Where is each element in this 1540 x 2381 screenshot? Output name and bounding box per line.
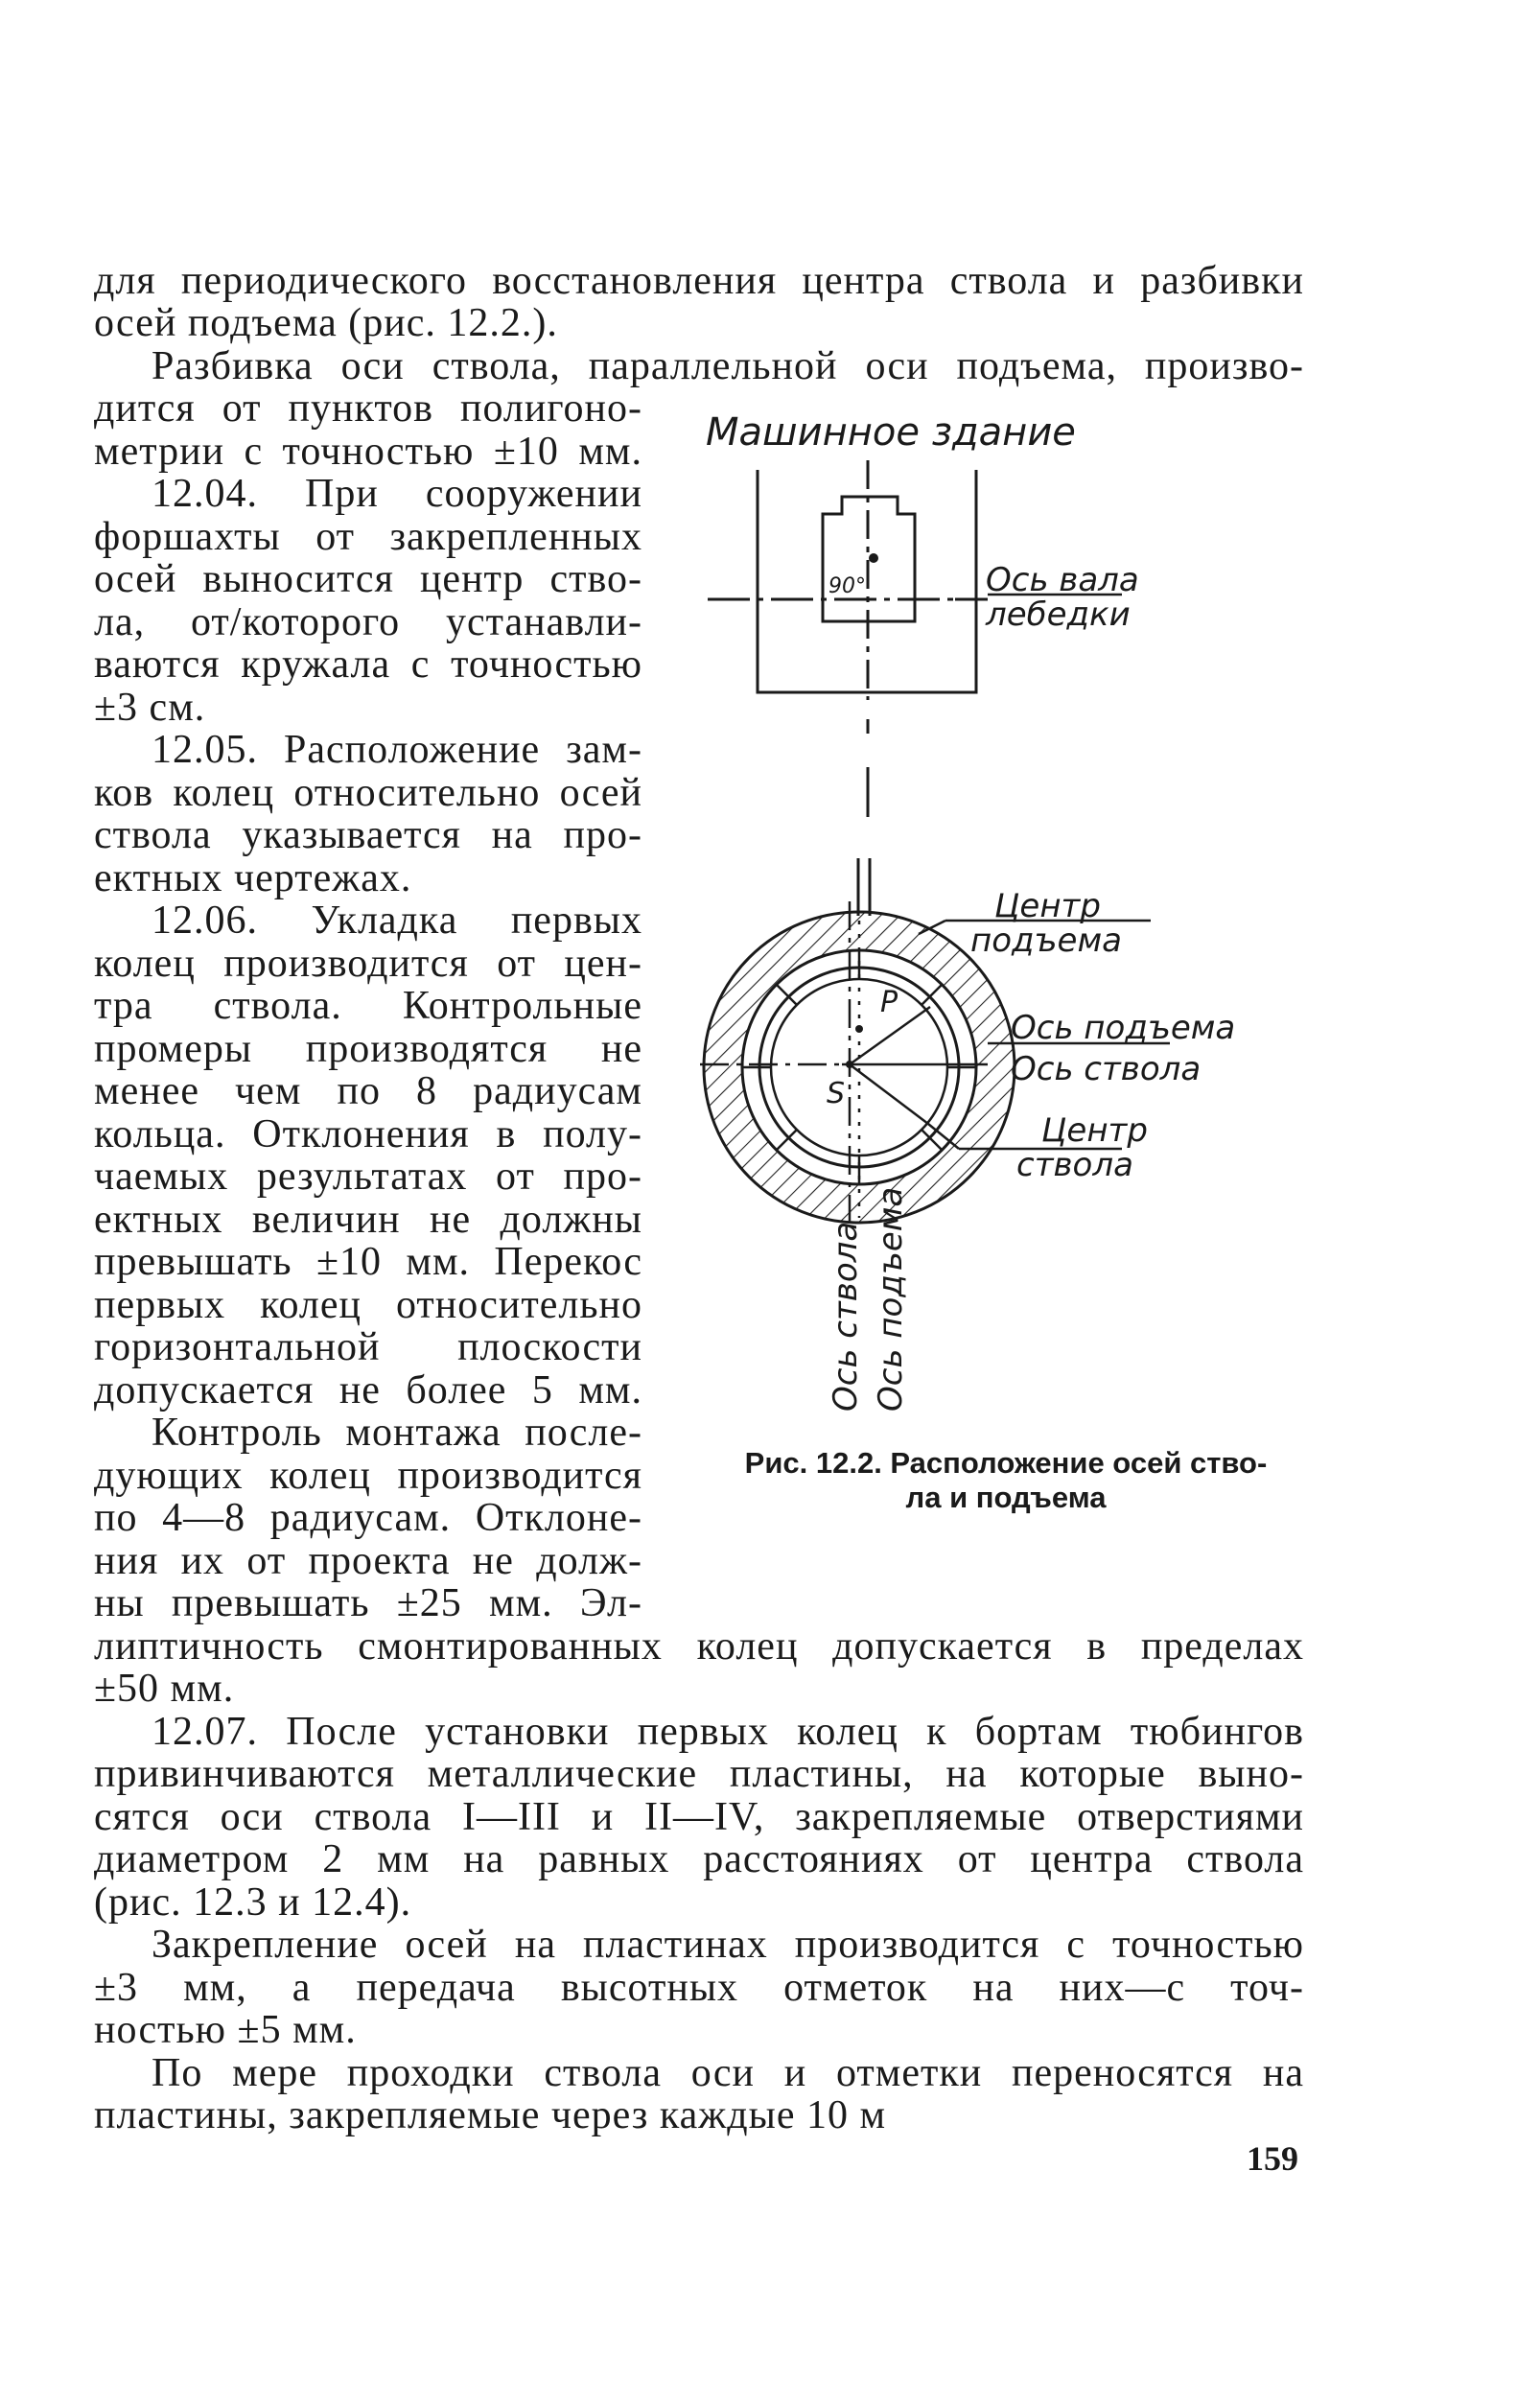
text-line: Контроль монтажа после-: [152, 1411, 642, 1455]
text-line: осей выносится центр ство-: [94, 557, 642, 601]
vertical-shaft-axis-label: Ось ствола: [827, 1221, 865, 1412]
text-line: пластины, закрепляемые через каждые 10 м: [94, 2093, 887, 2137]
page-number: 159: [1247, 2139, 1298, 2178]
text-line: метрии с точностью ±10 мм.: [94, 430, 642, 474]
text-line: ностью ±5 мм.: [94, 2008, 357, 2052]
text-line: липтичность смонтированных колец допускается в пределах: [94, 1624, 1304, 1669]
label-s: S: [827, 1077, 846, 1110]
text-line: горизонтальной плоскости: [94, 1325, 642, 1369]
vertical-hoist-axis-label: Ось подъема: [872, 1186, 910, 1412]
text-line: ла, от/которого устанавли-: [94, 600, 642, 644]
label-winch-axis-2: лебедки: [986, 595, 1131, 634]
text-line: 12.05. Расположение зам-: [152, 728, 642, 772]
text-line: По мере проходки ствола оси и отметки переносятся на: [152, 2051, 1304, 2095]
text-line: ±3 см.: [94, 686, 206, 730]
label-hoist-center-2: подъема: [970, 922, 1122, 960]
text-line: Разбивка оси ствола, параллельной оси подъема, произво-: [152, 344, 1304, 388]
text-line: чаемых результатах от про-: [94, 1155, 642, 1199]
label-hoist-center-1: Центр: [994, 887, 1101, 925]
figure-title: Машинное здание: [706, 410, 1076, 455]
text-line: промеры производятся не: [94, 1027, 642, 1071]
text-line: менее чем по 8 радиусам: [94, 1069, 642, 1113]
text-line: сятся оси ствола I—III и II—IV, закрепляемые отверстиями: [94, 1795, 1304, 1839]
label-p: P: [880, 986, 898, 1019]
label-shaft-axis: Ось ствола: [1011, 1050, 1202, 1088]
text-line: кольца. Отклонения в полу-: [94, 1112, 642, 1156]
text-line: 12.04. При сооружении: [152, 472, 642, 516]
text-line: 12.07. После установки первых колец к бортам тюбингов: [152, 1710, 1304, 1754]
text-line: осей подъема (рис. 12.2.).: [94, 301, 558, 345]
text-line: (рис. 12.3 и 12.4).: [94, 1880, 412, 1925]
label-shaft-center-2: ствола: [1016, 1146, 1133, 1184]
text-line: ния их от проекта не долж-: [94, 1539, 642, 1583]
text-line: допускается не более 5 мм.: [94, 1368, 642, 1412]
winch-center: [869, 553, 878, 563]
connecting-axis: [858, 719, 870, 916]
text-line: тра ствола. Контрольные: [94, 984, 642, 1028]
text-line: первых колец относительно: [94, 1283, 642, 1327]
angle-label: 90°: [828, 574, 866, 598]
text-line: ±3 мм, а передача высотных отметок на них—с точ-: [94, 1966, 1304, 2010]
text-line: дующих колец производится: [94, 1454, 642, 1498]
label-winch-axis-1: Ось вала: [986, 561, 1139, 599]
caption-line: ла и подъема: [905, 1480, 1107, 1514]
label-shaft-center-1: Центр: [1041, 1111, 1148, 1150]
text-line: дится от пунктов полигоно-: [94, 386, 642, 431]
text-line: диаметром 2 мм на равных расстояниях от центра ствола: [94, 1837, 1304, 1881]
text-line: ваются кружала с точностью: [94, 642, 642, 687]
text-line: привинчиваются металлические пластины, на которые выно-: [94, 1752, 1304, 1796]
text-line: Закрепление осей на пластинах производится с точностью: [152, 1923, 1304, 1967]
text-line: по 4—8 радиусам. Отклоне-: [94, 1496, 642, 1540]
text-line: ков колец относительно осей: [94, 771, 642, 815]
shaft-section: [700, 901, 1015, 1227]
text-line: ектных величин не должны: [94, 1198, 642, 1242]
text-line: ±50 мм.: [94, 1667, 235, 1711]
text-line: превышать ±10 мм. Перекос: [94, 1240, 642, 1284]
text-line: форшахты от закрепленных: [94, 515, 642, 559]
label-hoist-axis: Ось подъема: [1011, 1009, 1236, 1047]
text-line: для периодического восстановления центра ствола и разбивки: [94, 259, 1304, 303]
text-line: 12.06. Укладка первых: [152, 899, 642, 943]
shaft-axes-figure: [671, 403, 1342, 1515]
text-line: ствола указывается на про-: [94, 813, 642, 857]
text-line: ектных чертежах.: [94, 856, 412, 900]
figure-caption: [706, 1446, 1306, 1514]
text-line: ны превышать ±25 мм. Эл-: [94, 1581, 642, 1625]
text-line: колец производится от цен-: [94, 942, 642, 986]
caption-line: Рис. 12.2. Расположение осей ство-: [744, 1446, 1268, 1480]
